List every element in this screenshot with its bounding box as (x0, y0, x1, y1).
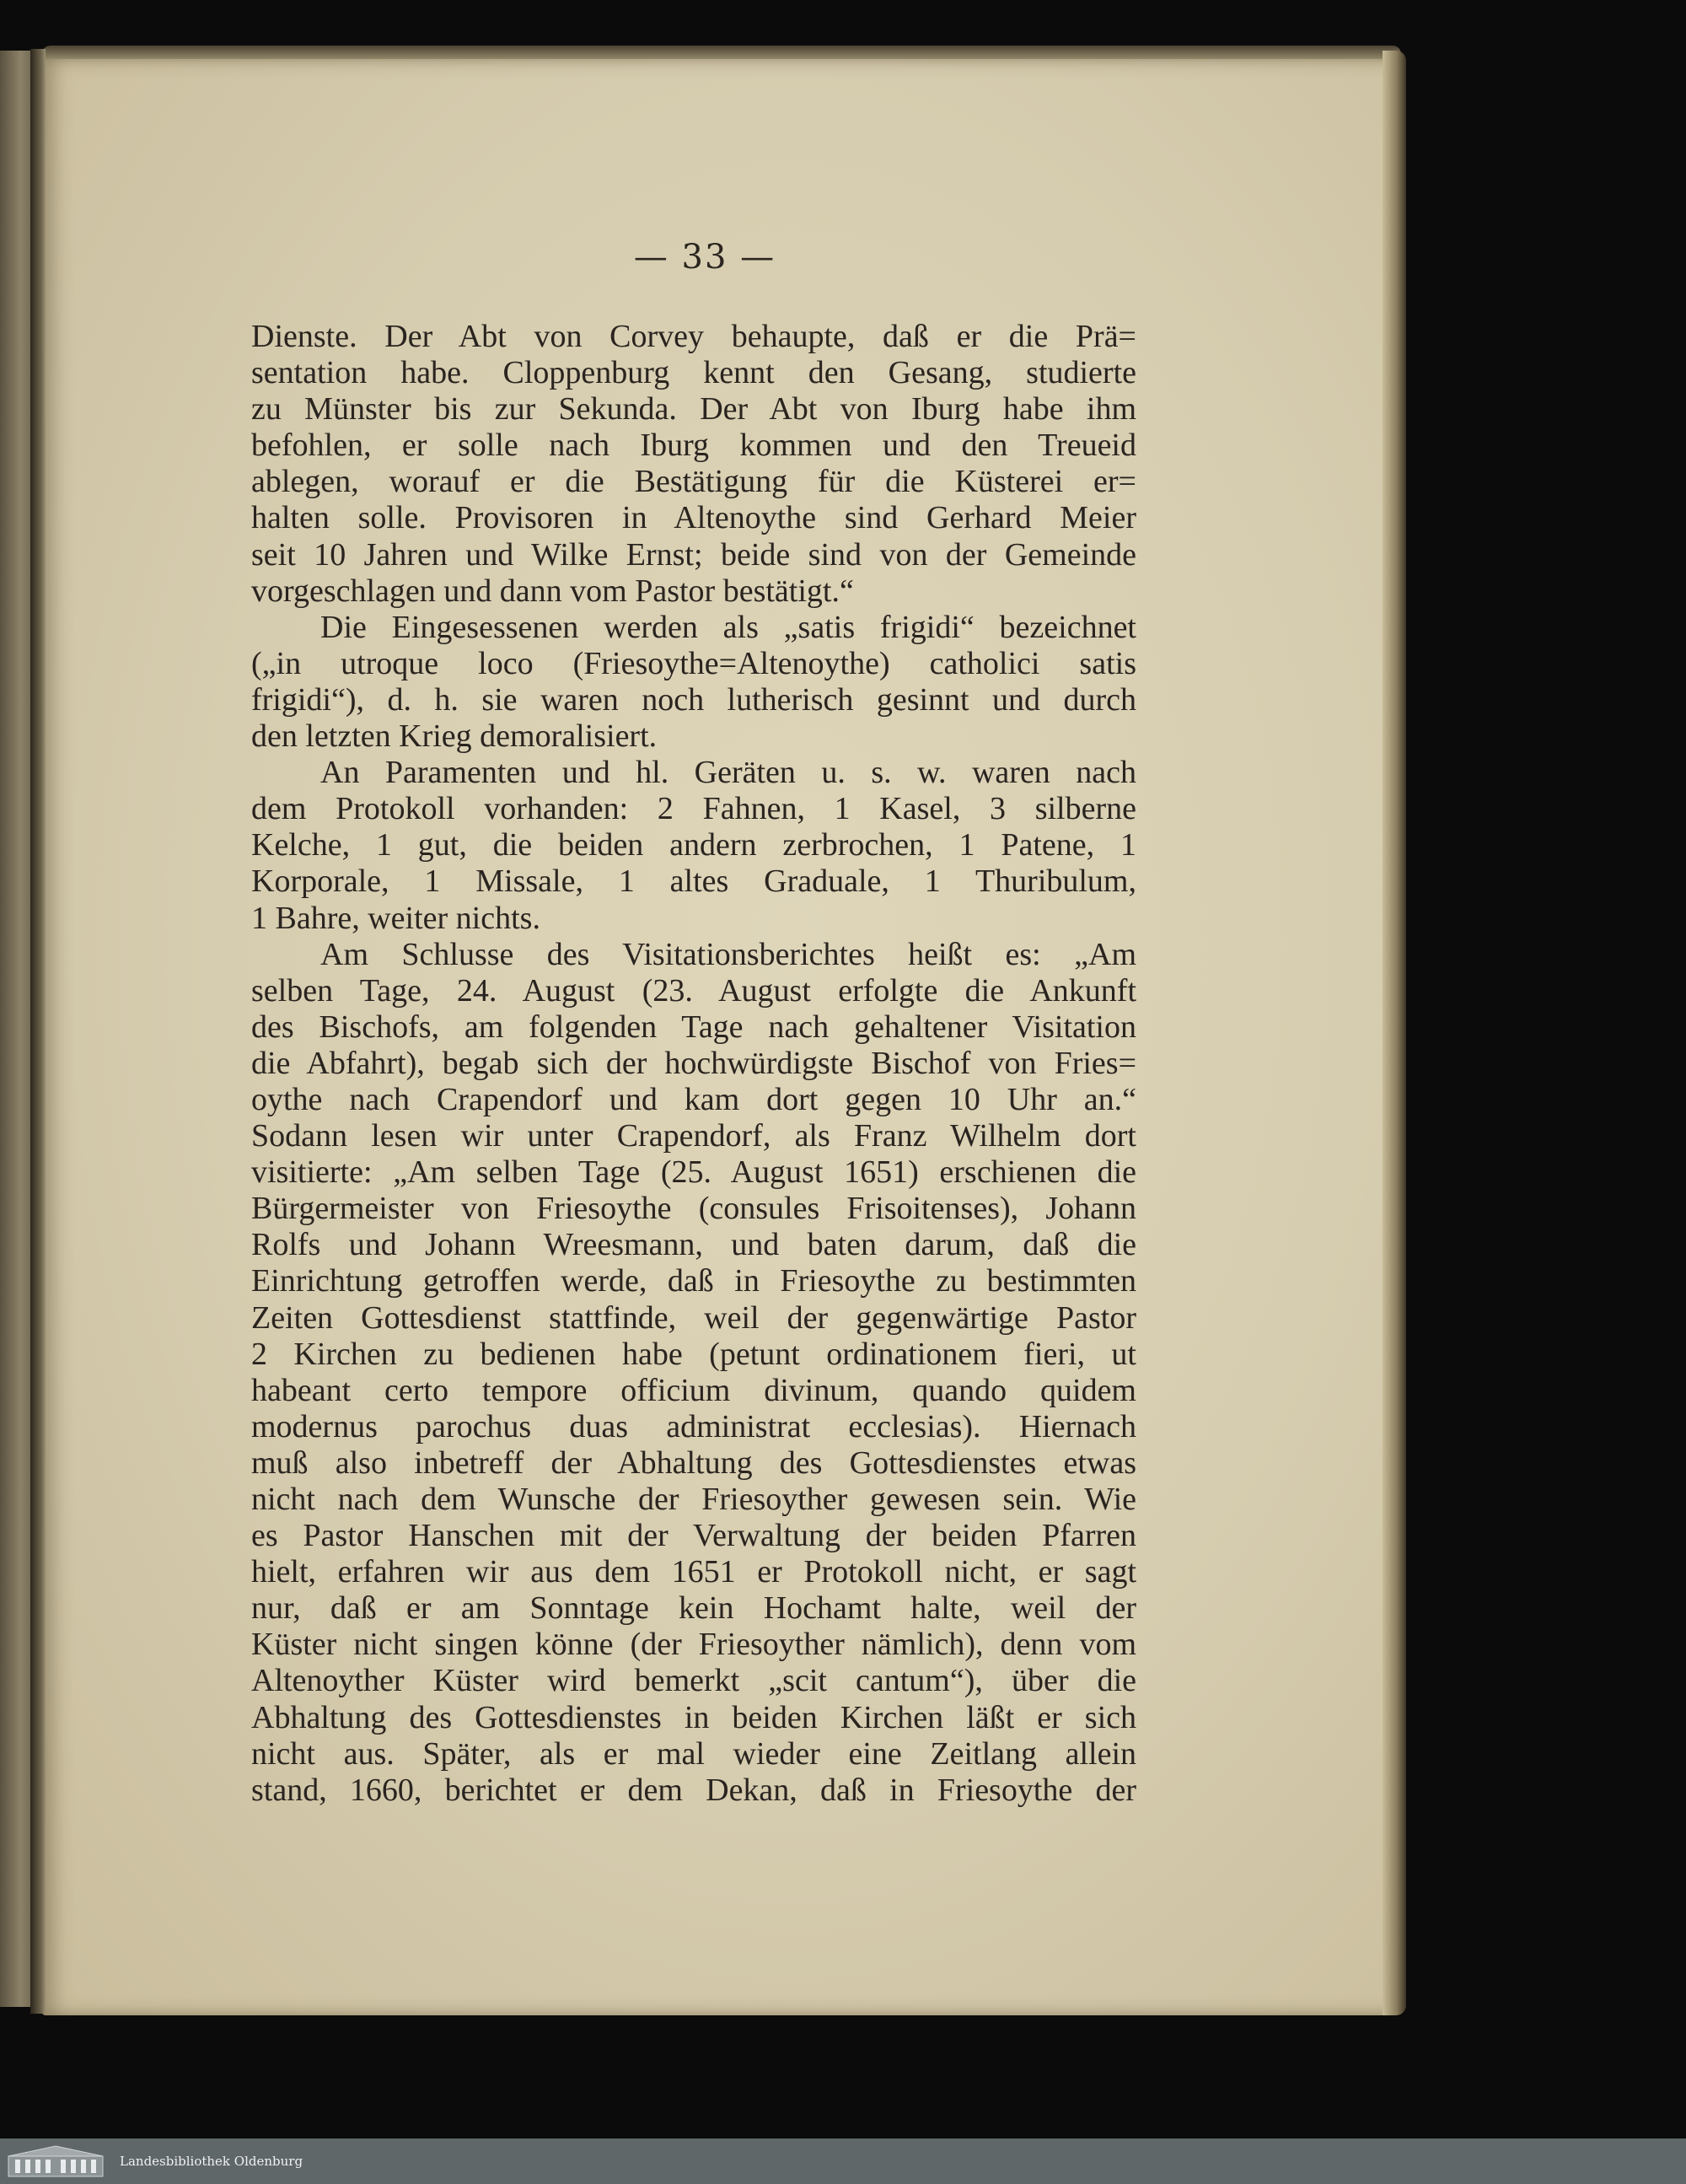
text-line: Sodann lesen wir unter Crapendorf, als Franz Wilhelm dort (251, 1118, 1136, 1154)
text-line: An Paramenten und hl. Geräten u. s. w. waren nach (320, 755, 1136, 791)
text-line: sentation habe. Cloppenburg kennt den Gesang, studierte (251, 355, 1136, 391)
footer-bar (0, 2138, 1686, 2184)
text-line: dem Protokoll vorhanden: 2 Fahnen, 1 Kasel, 3 silberne (251, 791, 1136, 827)
text-line: („in utroque loco (Friesoythe=Altenoythe) catholici satis (251, 645, 1136, 681)
text-line: zu Münster bis zur Sekunda. Der Abt von Iburg habe ihm (251, 391, 1136, 428)
text-line: 2 Kirchen zu bedienen habe (petunt ordinationem fieri, ut (251, 1336, 1136, 1372)
footer-library-name: Landesbibliothek Oldenburg (120, 2154, 303, 2169)
text-line: Kelche, 1 gut, die beiden andern zerbrochen, 1 Patene, 1 (251, 827, 1136, 863)
text-line: stand, 1660, berichtet er dem Dekan, daß in Friesoythe der (251, 1772, 1136, 1808)
text-line: Zeiten Gottesdienst stattfinde, weil der gegenwärtige Pastor (251, 1299, 1136, 1336)
text-line: muß also inbetreff der Abhaltung des Gottesdienstes etwas (251, 1444, 1136, 1481)
text-line: oythe nach Crapendorf und kam dort gegen 10 Uhr an.“ (251, 1081, 1136, 1117)
text-line: halten solle. Provisoren in Altenoythe sind Gerhard Meier (251, 500, 1136, 536)
text-line: nicht nach dem Wunsche der Friesoyther gewesen sein. Wie (251, 1482, 1136, 1517)
text-line: den letzten Krieg demoralisiert. (251, 718, 658, 755)
body-text (251, 319, 1136, 1809)
text-line: nicht aus. Später, als er mal wieder eine Zeitlang allein (251, 1735, 1136, 1772)
text-line: visitierte: „Am selben Tage (25. August 1651) erschienen die (251, 1154, 1136, 1191)
text-line: des Bischofs, am folgenden Tage nach gehaltener Visitation (251, 1009, 1136, 1045)
text-line: Am Schlusse des Visitationsberichtes heißt es: „Am (320, 936, 1136, 972)
text-line: Dienste. Der Abt von Corvey behaupte, daß er die Prä= (251, 319, 1136, 354)
text-line: Einrichtung getroffen werde, daß in Friesoythe zu bestimmten (251, 1263, 1136, 1299)
text-line: 1 Bahre, weiter nichts. (251, 900, 540, 936)
text-line: Korporale, 1 Missale, 1 altes Graduale, 1 Thuribulum, (251, 863, 1136, 900)
text-line: habeant certo tempore officium divinum, quando quidem (251, 1372, 1136, 1408)
text-line: Altenoyther Küster wird bemerkt „scit cantum“), über die (251, 1663, 1136, 1699)
text-line: befohlen, er solle nach Iburg kommen und den Treueid (251, 428, 1136, 464)
text-line: Küster nicht singen könne (der Friesoyther nämlich), denn vom (251, 1627, 1136, 1663)
text-line: vorgeschlagen und dann vom Pastor bestätigt.“ (251, 573, 854, 609)
text-line: frigidi“), d. h. sie waren noch lutherisch gesinnt und durch (251, 681, 1136, 718)
page-number: — 33 — (633, 238, 776, 277)
text-line: die Abfahrt), begab sich der hochwürdigste Bischof von Fries= (251, 1045, 1136, 1081)
text-line: seit 10 Jahren und Wilke Ernst; beide sind von der Gemeinde (251, 536, 1136, 573)
text-line: Rolfs und Johann Wreesmann, und baten darum, daß die (251, 1227, 1136, 1263)
text-line: hielt, erfahren wir aus dem 1651 er Protokoll nicht, er sagt (251, 1554, 1136, 1590)
library-building-icon (5, 2143, 106, 2180)
text-line: es Pastor Hanschen mit der Verwaltung der beiden Pfarren (251, 1518, 1136, 1554)
text-line: Abhaltung des Gottesdienstes in beiden Kirchen läßt er sich (251, 1699, 1136, 1735)
book-gutter (30, 49, 46, 2014)
text-line: ablegen, worauf er die Bestätigung für die Küsterei er= (251, 464, 1136, 500)
text-line: Die Eingesessenen werden als „satis frigidi“ bezeichnet (320, 609, 1136, 645)
text-line: Bürgermeister von Friesoythe (consules Frisoitenses), Johann (251, 1191, 1136, 1227)
text-line: nur, daß er am Sonntage kein Hochamt halte, weil der (251, 1590, 1136, 1627)
text-line: selben Tage, 24. August (23. August erfolgte die Ankunft (251, 972, 1136, 1009)
text-line: modernus parochus duas administrat ecclesias). Hiernach (251, 1408, 1136, 1444)
right-page-edge (1383, 51, 1406, 2015)
